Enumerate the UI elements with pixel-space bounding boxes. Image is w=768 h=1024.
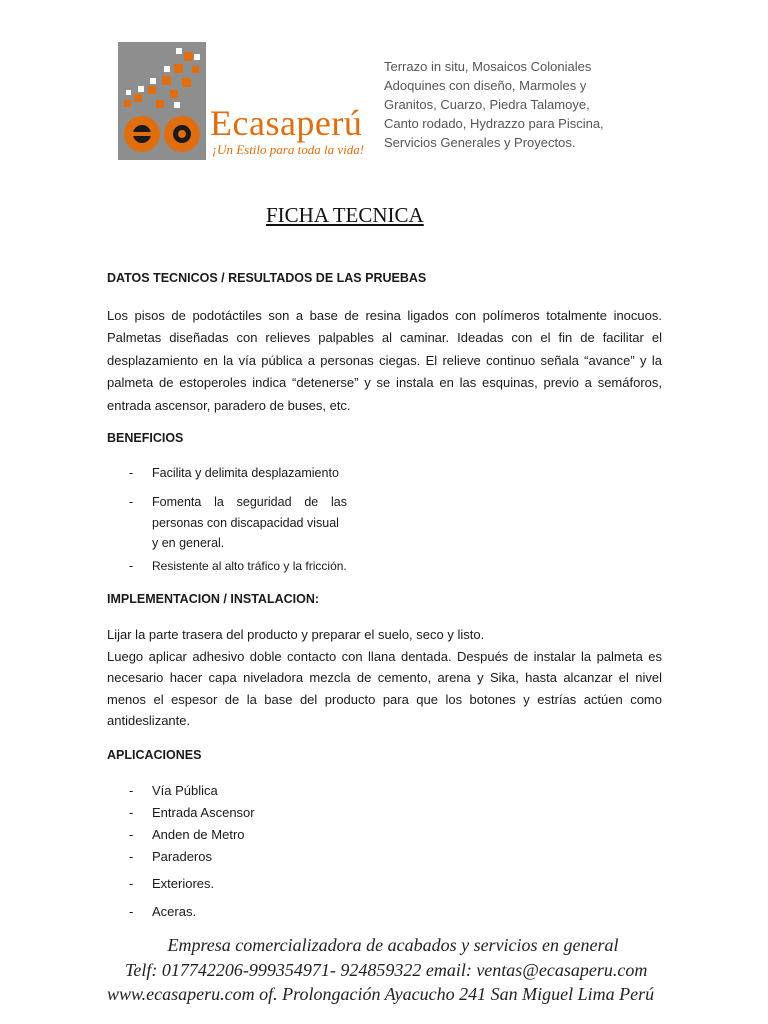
bullet-dash: - (129, 876, 134, 891)
paragraph-line: Lijar la parte trasera del producto y preparar el suelo, seco y listo. (107, 627, 485, 642)
bullet-dash: - (129, 495, 134, 509)
list-item (107, 901, 255, 923)
bullet-dash: - (129, 849, 134, 864)
section-heading-implementacion: IMPLEMENTACION / INSTALACION: (107, 592, 320, 606)
bullet-dash: - (129, 805, 134, 820)
services-line: Servicios Generales y Proyectos. (384, 135, 576, 150)
paragraph-line: entrada ascensor, paradero de buses, etc. (107, 397, 351, 413)
paragraph-line: palmeta de estoperoles indica “detenerse” y se instala en las esquinas, previo a semáforos, (107, 375, 662, 391)
services-line: Terrazo in situ, Mosaicos Coloniales (384, 59, 592, 74)
paragraph-line: necesario hacer capa niveladora mezcla de cemento, arena y Sika, hasta alcanzar el nivel (107, 670, 662, 686)
services-line: Canto rodado, Hydrazzo para Piscina, (384, 116, 604, 131)
list-item-text: Paraderos (152, 849, 212, 864)
list-item-text: Vía Pública (152, 783, 218, 798)
paragraph-line: Los pisos de podotáctiles son a base de resina ligados con polímeros totalmente inocuos. (107, 308, 662, 323)
list-item-text: y en general. (152, 536, 225, 550)
list-item-text: Resistente al alto tráfico y la fricción. (152, 558, 347, 573)
list-item (107, 846, 255, 868)
footer-company-line: Empresa comercializadora de acabados y servicios en general (167, 935, 619, 955)
list-item (107, 464, 347, 482)
footer-contact-line: Telf: 017742206-999354971- 924859322 email: ventas@ecasaperu.com (125, 960, 648, 980)
company-services (384, 57, 634, 152)
company-logo (118, 42, 368, 162)
bullet-dash: - (129, 466, 134, 480)
paragraph-line: Luego aplicar adhesivo doble contacto con llana dentada. Después de instalar la palmeta es (107, 648, 662, 664)
list-item-text: Facilita y delimita desplazamiento (152, 466, 339, 480)
paragraph-line: Palmetas diseñadas con relieves palpables al caminar. Ideadas con el fin de facilitar el (107, 330, 662, 346)
paragraph-line: menos el espesor de la base del producto para que los botones y estrías actúen como (107, 691, 662, 707)
paragraph-line: desplazamiento en la vía pública a personas ciegas. El relieve continuo señala “avance” y la (107, 352, 662, 368)
list-item (107, 556, 347, 576)
paragraph-line: antideslizante. (107, 713, 191, 729)
logo-mosaic (118, 42, 206, 160)
section-heading-datos: DATOS TECNICOS / RESULTADOS DE LAS PRUEBAS (107, 271, 427, 285)
list-item (107, 802, 255, 824)
document-title: FICHA TECNICA (266, 203, 424, 227)
list-item (107, 824, 255, 846)
footer-address-line: www.ecasaperu.com of. Prolongación Ayacucho 241 San Miguel Lima Perú (107, 984, 655, 1004)
list-item (107, 873, 255, 895)
list-item (107, 780, 255, 802)
mosaic-pattern-icon (118, 42, 206, 160)
list-item-text: Anden de Metro (152, 827, 245, 842)
bullet-dash: - (129, 827, 134, 842)
datos-paragraph (107, 305, 662, 417)
beneficios-list (107, 464, 347, 576)
implementacion-paragraph (107, 624, 662, 732)
bullet-dash: - (129, 558, 134, 573)
list-item-text: Entrada Ascensor (152, 805, 255, 820)
section-heading-beneficios: BENEFICIOS (107, 431, 184, 445)
list-item (107, 492, 347, 554)
list-item-text: Exteriores. (152, 876, 215, 891)
list-item-text: Fomenta la seguridad de las (152, 495, 347, 509)
aplicaciones-list (107, 780, 255, 923)
bullet-dash: - (129, 783, 134, 798)
brand-name: Ecasaperú (210, 103, 363, 143)
list-item-text: Aceras. (152, 904, 197, 919)
bullet-dash: - (129, 904, 134, 919)
brand-slogan: ¡Un Estilo para toda la vida! (212, 142, 365, 157)
services-line: Granitos, Cuarzo, Piedra Talamoye, (384, 97, 590, 112)
services-line: Adoquines con diseño, Marmoles y (384, 78, 587, 93)
section-heading-aplicaciones: APLICACIONES (107, 748, 202, 762)
list-item-text: personas con discapacidad visual (152, 515, 339, 530)
